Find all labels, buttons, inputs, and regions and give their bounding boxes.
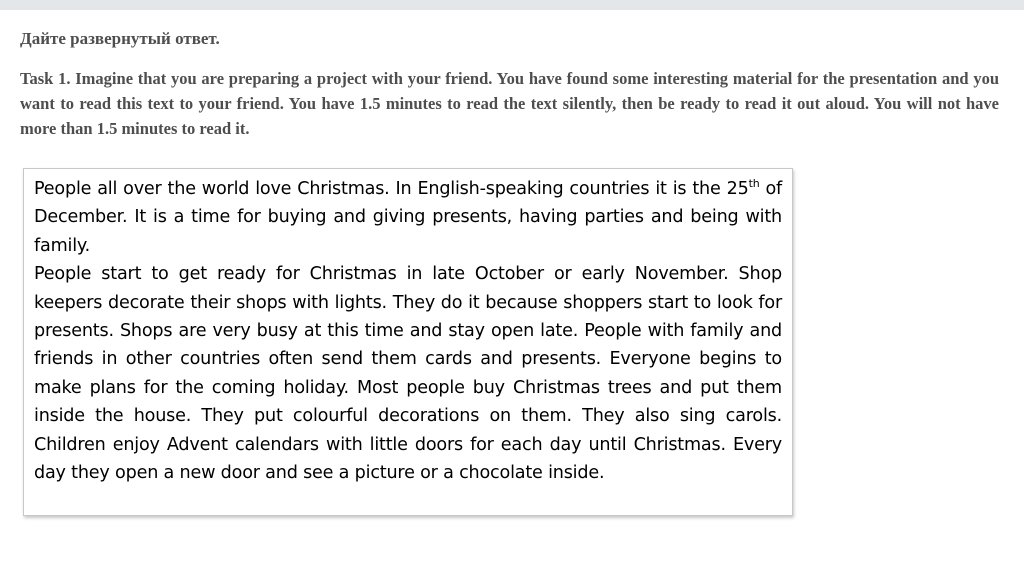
reading-paragraph-1-start: People all over the world love Christmas. In English-speaking countries it is the 25 (34, 179, 749, 199)
top-strip (0, 0, 1024, 10)
reading-paragraph-1-end: of December. It is a time for buying and giving presents, having parties and being with family. (34, 179, 782, 256)
task-instructions: Task 1. Imagine that you are preparing a project with your friend. You have found some interesting material for the presentation and you want to read this text to your friend. You have 1.5 minutes to read the text silently, then be ready to read it out aloud. You will not have more than 1.5 minutes to read it. (20, 69, 999, 138)
ordinal-suffix: th (748, 177, 760, 190)
reading-paragraph-2: People start to get ready for Christmas in late October or early November. Shop keepers decorate their shops with lights. They do it because shoppers start to look for presents. Shops are very busy at this time and stay open late. People with family and friends in other countries often send them cards and presents. Everyone begins to make plans for the coming holiday. Most people buy Christmas trees and put them inside the house. They put colourful decorations on them. They also sing carols. Children enjoy Advent calendars with little doors for each day until Christmas. Every day they open a new door and see a picture or a chocolate inside. (34, 264, 782, 484)
reading-paragraph-1 (34, 175, 782, 260)
reading-text-box (23, 168, 793, 516)
page-heading: Дайте развернутый ответ. (20, 29, 220, 48)
